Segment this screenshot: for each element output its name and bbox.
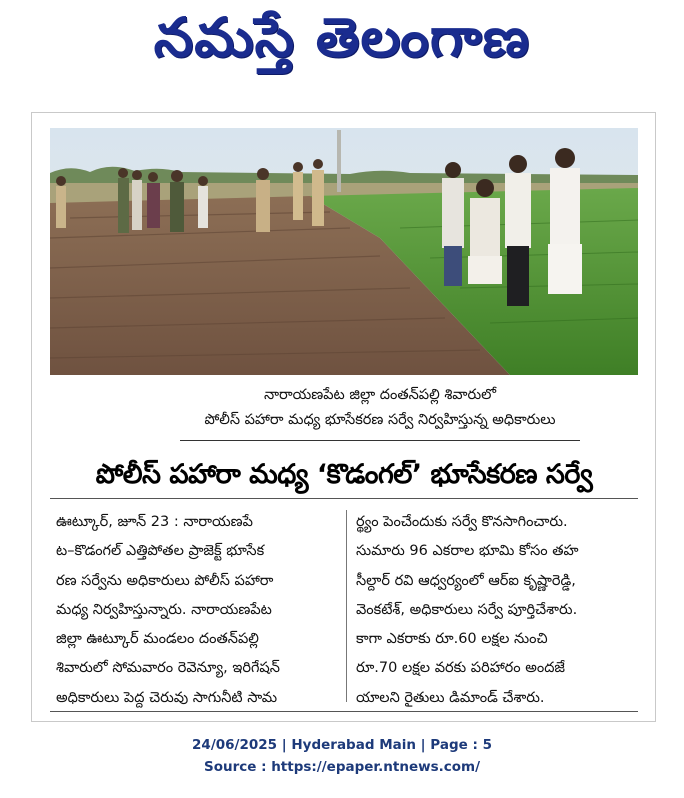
source-link[interactable]: Source : https://epaper.ntnews.com/ bbox=[203, 759, 481, 775]
news-clipping bbox=[31, 112, 656, 722]
article-body bbox=[50, 508, 638, 708]
article-line: ట–కొడంగల్ ఎత్తిపోతల ప్రాజెక్ట్ భూసేక bbox=[56, 543, 265, 560]
news-photo bbox=[50, 128, 638, 375]
caption-divider bbox=[180, 440, 580, 441]
article-column-right bbox=[356, 508, 642, 713]
caption-line: పోలీస్ పహారా మధ్య భూసేకరణ సర్వే నిర్వహిస్తున్న అధికారులు bbox=[204, 412, 556, 428]
headline-divider bbox=[50, 498, 638, 499]
masthead bbox=[0, 0, 684, 88]
article-line: మధ్య నిర్వహిస్తున్నారు. నారాయణపేట bbox=[56, 601, 272, 618]
article-headline: పోలీస్ పహారా మధ్య ‘కొడంగల్’ భూసేకరణ సర్వే bbox=[95, 459, 593, 490]
article-column-left bbox=[56, 508, 342, 713]
article-line: యాలని రైతులు డిమాండ్ చేశారు. bbox=[356, 689, 545, 706]
article-line: జిల్లా ఊట్కూర్ మండలం దంతన్‌పల్లి bbox=[56, 631, 259, 648]
article-line: ఊట్కూర్, జూన్ 23 : నారాయణపే bbox=[56, 514, 253, 530]
article-line: కాగా ఎకరాకు రూ.60 లక్షల నుంచి bbox=[356, 631, 548, 648]
newspaper-logo: నమస్తే తెలంగాణ bbox=[153, 5, 531, 69]
article-line: రణ సర్వేను అధికారులు పోలీస్ పహారా bbox=[56, 572, 274, 589]
article-line: అధికారులు పెద్ద చెరువు సాగునీటి సామ bbox=[56, 689, 278, 706]
article-line: శివారులో సోమవారం రెవెన్యూ, ఇరిగేషన్ bbox=[56, 660, 280, 677]
article-line: రూ.70 లక్షల వరకు పరిహారం అందజే bbox=[356, 660, 566, 677]
bottom-divider bbox=[50, 711, 638, 712]
photo-caption bbox=[180, 383, 580, 433]
column-divider bbox=[346, 510, 347, 702]
field-photo-icon bbox=[50, 128, 638, 375]
edition-info: 24/06/2025 | Hyderabad Main | Page : 5 bbox=[192, 737, 492, 753]
article-line: సీల్దార్ రవి ఆధ్వర్యంలో ఆర్‌ఐ కృష్ణారెడ్డి, bbox=[356, 572, 576, 589]
caption-line: నారాయణపేట జిల్లా దంతన్‌పల్లి శివారులో bbox=[263, 387, 497, 403]
article-line: వెంకటేశ్, అధికారులు సర్వే పూర్తిచేశారు. bbox=[356, 601, 578, 618]
article-line: ర్థ్యం పెంచేందుకు సర్వే కొనసాగించారు. bbox=[356, 514, 568, 530]
article-line: సుమారు 96 ఎకరాల భూమి కోసం తహ bbox=[356, 543, 579, 560]
